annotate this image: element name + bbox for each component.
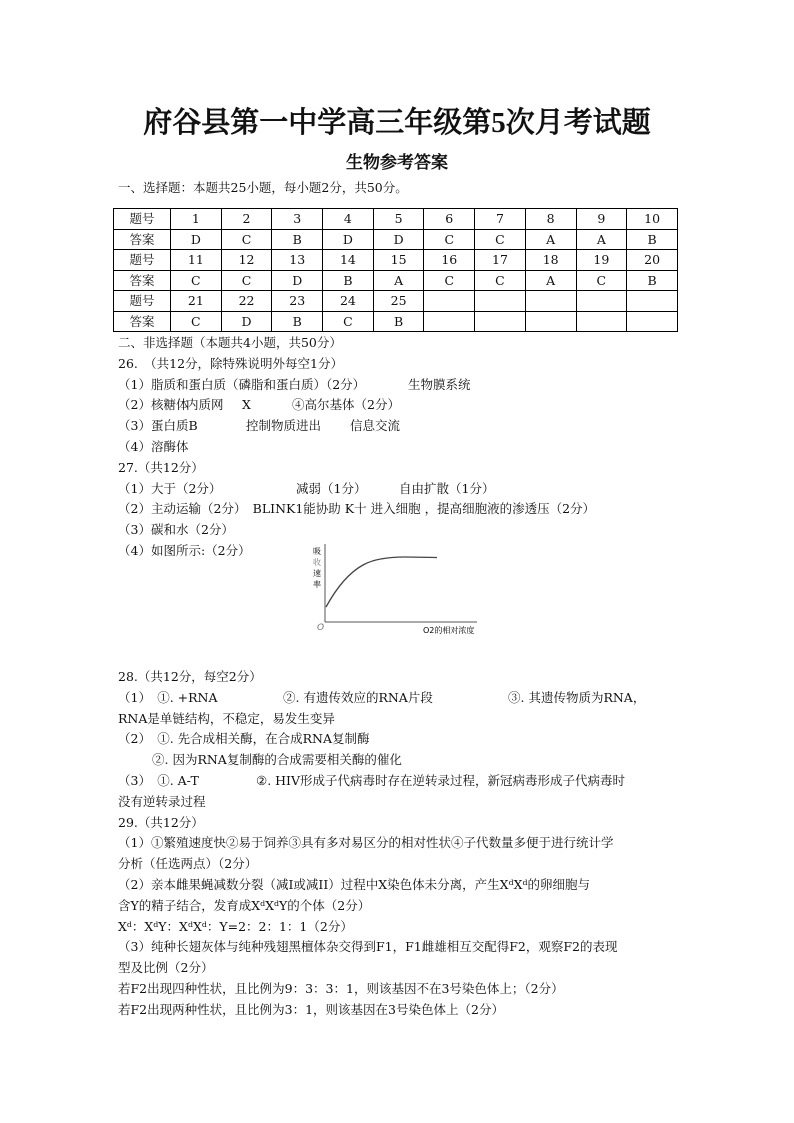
- question-number-cell: 2: [221, 209, 272, 230]
- answer-text: （2）核糖体: [118, 397, 189, 413]
- q29-line: Xᵈ：XᵈY：XᵈXᵈ：Y=2：2：1：1（2分）: [118, 918, 353, 934]
- row-label: 答案: [114, 229, 171, 250]
- page-title: 府谷县第一中学高三年级第5次月考试题: [143, 107, 651, 139]
- q29-line: 若F2出现四种性状，且比例为9：3：3：1，则该基因不在3号染色体上；（2分）: [118, 980, 564, 996]
- answer-text: 信息交流: [350, 418, 401, 434]
- q28-line: 没有逆转录过程: [118, 793, 206, 809]
- q27-line: （4）如图所示:（2分）: [118, 542, 251, 558]
- question-number-cell: 13: [272, 250, 323, 271]
- answer-row: [114, 229, 678, 250]
- answer-table: [113, 208, 678, 332]
- answer-text: 内质网: [186, 397, 224, 413]
- answer-text: 控制物质进出: [246, 418, 322, 434]
- q27-heading: 27.（共12分）: [118, 459, 204, 475]
- q26-line: [118, 375, 678, 396]
- answer-cell: B: [323, 270, 374, 291]
- answer-row: [114, 270, 678, 291]
- answer-cell: [525, 311, 576, 332]
- answer-text: （3） ①. A-T: [118, 772, 199, 788]
- answer-cell: A: [525, 229, 576, 250]
- question-number-cell: 22: [221, 291, 272, 312]
- row-label: 题号: [114, 209, 171, 230]
- q29-line: 若F2出现两种性状，且比例为3：1，则该基因在3号染色体上（2分）: [118, 1001, 504, 1017]
- question-number-cell: [424, 291, 475, 312]
- q28-line: [118, 771, 678, 792]
- origin-label: O: [317, 623, 325, 633]
- q27-line: （2）主动运输（2分） BLINK1能协助 K十 进入细胞 ，提高细胞液的渗透压（2分）: [118, 501, 596, 517]
- question-number-cell: [525, 291, 576, 312]
- question-number-cell: 21: [171, 291, 222, 312]
- question-number-cell: 1: [171, 209, 222, 230]
- q28-line: [118, 688, 678, 709]
- question-number-cell: 18: [525, 250, 576, 271]
- q29-heading: 29.（共12分）: [118, 814, 204, 830]
- question-number-row: [114, 209, 678, 230]
- q29-line: 含Y的精子结合，发育成XᵈXᵈY的个体（2分）: [118, 897, 371, 913]
- question-number-cell: 20: [627, 250, 678, 271]
- q28-line: （2） ①. 先合成相关酶，在合成RNA复制酶: [118, 731, 370, 747]
- question-number-cell: 12: [221, 250, 272, 271]
- answer-text: （1） ①. +RNA: [118, 689, 218, 705]
- row-label: 答案: [114, 270, 171, 291]
- question-number-cell: 24: [323, 291, 374, 312]
- answer-cell: [627, 311, 678, 332]
- question-number-cell: 7: [475, 209, 526, 230]
- question-number-row: [114, 250, 678, 271]
- answer-cell: [475, 311, 526, 332]
- q26-line: [118, 395, 678, 416]
- q29-line: （1）①繁殖速度快②易于饲养③具有多对易区分的相对性状④子代数量多便于进行统计学: [118, 835, 614, 851]
- y-label-char: 速: [313, 569, 321, 578]
- answer-cell: A: [576, 229, 627, 250]
- absorption-rate-graph: [305, 540, 485, 640]
- answer-cell: C: [576, 270, 627, 291]
- absorption-curve: [326, 557, 437, 607]
- q26-line: （4）溶酶体: [118, 438, 189, 454]
- answer-cell: [424, 311, 475, 332]
- section-2-heading: 二、非选择题（本题共4小题，共50分）: [118, 335, 342, 350]
- question-number-cell: 4: [323, 209, 374, 230]
- answer-text: X: [242, 397, 251, 413]
- question-number-cell: 3: [272, 209, 323, 230]
- q29-line: （3）纯种长翅灰体与纯种残翅黑檀体杂交得到F1，F1雌雄相互交配得F2，观察F2的表现: [118, 939, 618, 955]
- answer-cell: B: [373, 311, 424, 332]
- answer-text: ③. 其遗传物质为RNA，: [508, 689, 646, 705]
- question-number-cell: [627, 291, 678, 312]
- question-number-cell: 19: [576, 250, 627, 271]
- answer-cell: D: [272, 270, 323, 291]
- question-number-cell: 8: [525, 209, 576, 230]
- answer-row: [114, 311, 678, 332]
- answer-cell: D: [373, 229, 424, 250]
- q26-line: [118, 416, 678, 437]
- page-subtitle: 生物参考答案: [346, 153, 448, 173]
- q29-line: 型及比例（2分）: [118, 960, 214, 976]
- answer-cell: B: [627, 229, 678, 250]
- q27-line: [118, 479, 678, 500]
- question-number-cell: 10: [627, 209, 678, 230]
- answer-cell: C: [221, 270, 272, 291]
- answer-cell: D: [323, 229, 374, 250]
- question-number-cell: 6: [424, 209, 475, 230]
- q27-line: （3）碳和水（2分）: [118, 522, 234, 538]
- q28-line: RNA是单链结构，不稳定，易发生变异: [118, 710, 335, 726]
- row-label: 题号: [114, 250, 171, 271]
- row-label: 题号: [114, 291, 171, 312]
- y-label-char: 吸: [313, 547, 321, 556]
- answer-text: （3）蛋白质B: [118, 418, 198, 434]
- question-number-cell: 15: [373, 250, 424, 271]
- answer-text: （1）大于（2分）: [118, 480, 222, 496]
- q26-heading: 26. （共12分，除特殊说明外每空1分）: [118, 355, 343, 371]
- question-number-cell: 16: [424, 250, 475, 271]
- answer-cell: [576, 311, 627, 332]
- q28-line: ②. 因为RNA复制酶的合成需要相关酶的催化: [152, 752, 402, 768]
- q29-line: （2）亲本雌果蝇减数分裂（减I或减II）过程中X染色体未分离，产生XᵈXᵈ的卵细胞与: [118, 876, 590, 892]
- answer-cell: C: [323, 311, 374, 332]
- answer-cell: C: [221, 229, 272, 250]
- answer-text: 生物膜系统: [408, 376, 471, 392]
- q28-block: [118, 667, 678, 1021]
- x-axis-label: O2的相对浓度: [423, 626, 475, 635]
- answer-cell: A: [525, 270, 576, 291]
- answer-cell: D: [221, 311, 272, 332]
- section-1-heading: 一、选择题：本题共25小题，每小题2分，共50分。: [118, 180, 408, 195]
- question-number-cell: 25: [373, 291, 424, 312]
- y-label-char: 收: [313, 558, 321, 567]
- answer-cell: C: [171, 270, 222, 291]
- answer-text: 自由扩散（1分）: [399, 480, 495, 496]
- question-number-cell: 23: [272, 291, 323, 312]
- question-number-cell: [475, 291, 526, 312]
- answer-cell: D: [171, 229, 222, 250]
- y-label-char: 率: [313, 580, 321, 589]
- answer-cell: B: [272, 311, 323, 332]
- section-2: [118, 333, 678, 562]
- answer-text: 减弱（1分）: [296, 480, 367, 496]
- answer-text: ④高尔基体（2分）: [292, 397, 400, 413]
- answer-text: （1）脂质和蛋白质（磷脂和蛋白质）（2分）: [118, 376, 366, 392]
- answer-text: ②. HIV形成子代病毒时存在逆转录过程，新冠病毒形成子代病毒时: [256, 772, 626, 788]
- answer-cell: A: [373, 270, 424, 291]
- answer-cell: C: [171, 311, 222, 332]
- answer-cell: C: [424, 229, 475, 250]
- answer-cell: C: [475, 270, 526, 291]
- q29-line: 分析（任选两点）（2分）: [118, 856, 258, 872]
- question-number-cell: 14: [323, 250, 374, 271]
- answer-text: ②. 有遗传效应的RNA片段: [283, 689, 433, 705]
- q28-heading: 28.（共12分，每空2分）: [118, 669, 262, 684]
- question-number-cell: 11: [171, 250, 222, 271]
- answer-cell: B: [627, 270, 678, 291]
- answer-cell: C: [424, 270, 475, 291]
- question-number-cell: [576, 291, 627, 312]
- question-number-cell: 17: [475, 250, 526, 271]
- question-number-cell: 5: [373, 209, 424, 230]
- row-label: 答案: [114, 311, 171, 332]
- question-number-row: [114, 291, 678, 312]
- answer-cell: C: [475, 229, 526, 250]
- answer-cell: B: [272, 229, 323, 250]
- question-number-cell: 9: [576, 209, 627, 230]
